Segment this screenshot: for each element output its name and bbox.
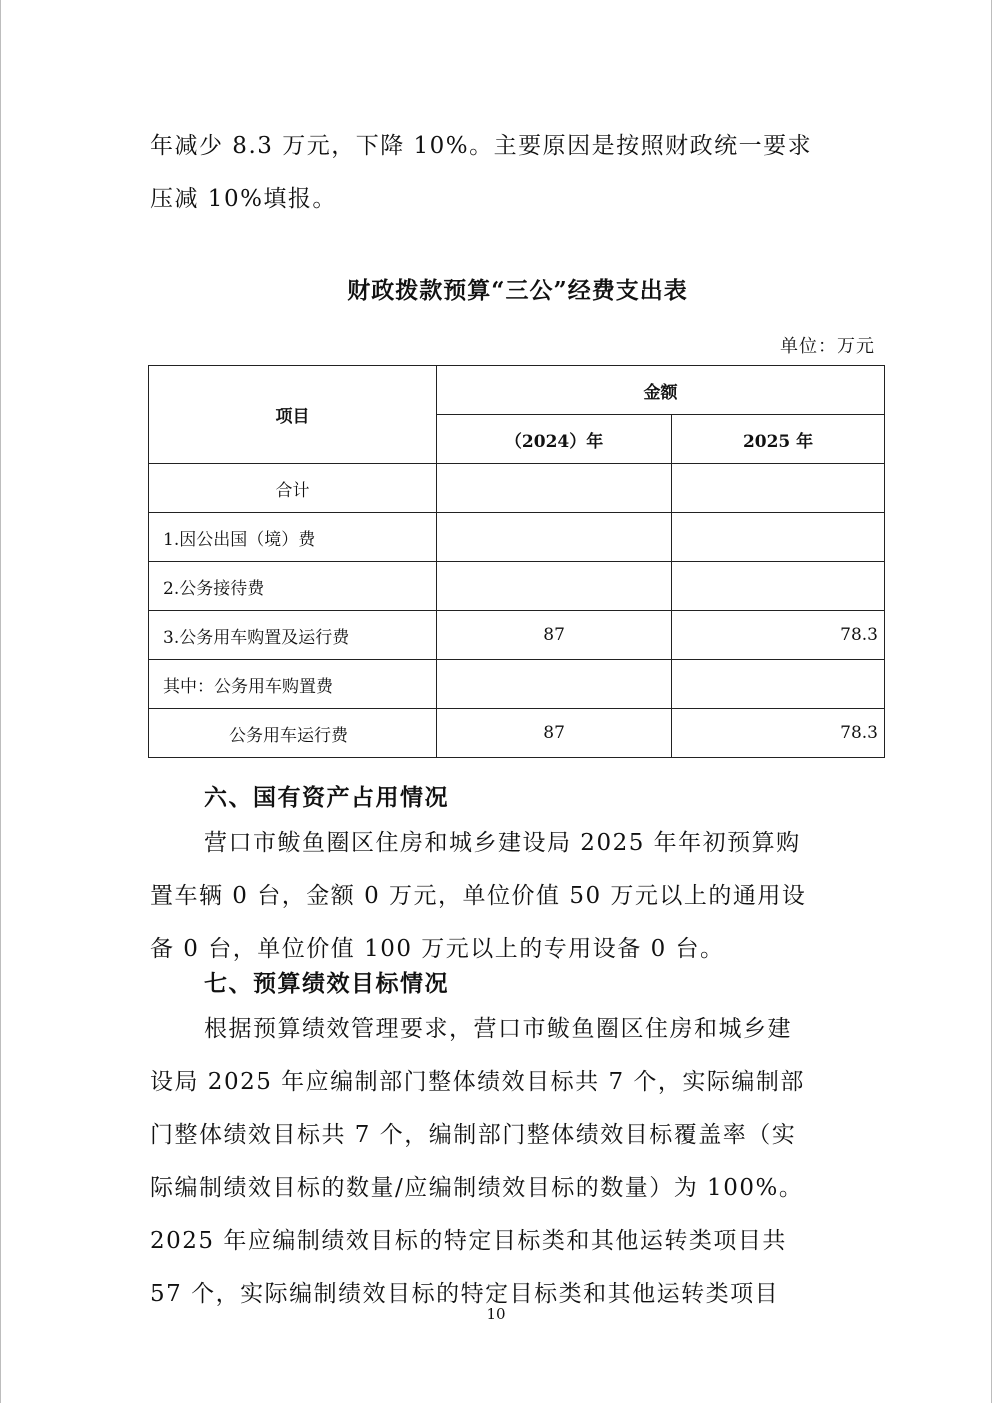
cell-2024: 87 <box>437 611 672 660</box>
row-label: 其中：公务用车购置费 <box>149 660 437 709</box>
row-label: 3.公务用车购置及运行费 <box>149 611 437 660</box>
table-row <box>149 709 885 758</box>
table-row <box>149 562 885 611</box>
table-row <box>149 464 885 513</box>
intro-line: 压减 10%填报。 <box>150 186 337 212</box>
page-left-edge <box>0 0 1 1403</box>
paragraph-line: 根据预算绩效管理要求，营口市鲅鱼圈区住房和城乡建 <box>204 1016 792 1042</box>
page-number: 10 <box>486 1305 506 1323</box>
cell-2024 <box>437 562 672 611</box>
cell-2025 <box>672 562 885 611</box>
section-7-paragraph <box>150 1003 840 1321</box>
table-row <box>149 611 885 660</box>
table-title: 财政拨款预算“三公”经费支出表 <box>347 277 688 304</box>
paragraph-line: 备 0 台，单位价值 100 万元以上的专用设备 0 台。 <box>150 936 725 962</box>
header-amount: 金额 <box>437 366 885 415</box>
row-label: 2.公务接待费 <box>149 562 437 611</box>
cell-2025: 78.3 <box>672 611 885 660</box>
three-public-expense-table <box>148 365 885 758</box>
header-year-2025: 2025 年 <box>672 415 885 464</box>
cell-2024: 87 <box>437 709 672 758</box>
cell-2025 <box>672 513 885 562</box>
cell-2024 <box>437 464 672 513</box>
section-7-heading: 七、预算绩效目标情况 <box>204 970 449 997</box>
cell-2025 <box>672 464 885 513</box>
paragraph-line: 门整体绩效目标共 7 个，编制部门整体绩效目标覆盖率（实 <box>150 1122 797 1148</box>
intro-paragraph <box>150 120 840 226</box>
row-label: 1.因公出国（境）费 <box>149 513 437 562</box>
paragraph-line: 2025 年应编制绩效目标的特定目标类和其他运转类项目共 <box>150 1228 787 1254</box>
cell-2025: 78.3 <box>672 709 885 758</box>
header-item: 项目 <box>149 366 437 464</box>
section-6-heading: 六、国有资产占用情况 <box>204 784 449 811</box>
header-year-2024: （2024）年 <box>437 415 672 464</box>
table-unit: 单位：万元 <box>780 336 875 357</box>
table-row <box>149 660 885 709</box>
paragraph-line: 57 个，实际编制绩效目标的特定目标类和其他运转类项目 <box>150 1281 780 1307</box>
section-6-paragraph <box>150 817 840 976</box>
cell-2024 <box>437 513 672 562</box>
paragraph-line: 际编制绩效目标的数量/应编制绩效目标的数量）为 100%。 <box>150 1175 804 1201</box>
paragraph-line: 置车辆 0 台，金额 0 万元，单位价值 50 万元以上的通用设 <box>150 883 807 909</box>
cell-2024 <box>437 660 672 709</box>
paragraph-line: 设局 2025 年应编制部门整体绩效目标共 7 个，实际编制部 <box>150 1069 805 1095</box>
cell-2025 <box>672 660 885 709</box>
table-row <box>149 513 885 562</box>
row-label: 公务用车运行费 <box>149 709 437 758</box>
intro-line: 年减少 8.3 万元，下降 10%。主要原因是按照财政统一要求 <box>150 133 813 159</box>
table-header-row <box>149 366 885 415</box>
row-label-total: 合计 <box>149 464 437 513</box>
paragraph-line: 营口市鲅鱼圈区住房和城乡建设局 2025 年年初预算购 <box>204 830 801 856</box>
